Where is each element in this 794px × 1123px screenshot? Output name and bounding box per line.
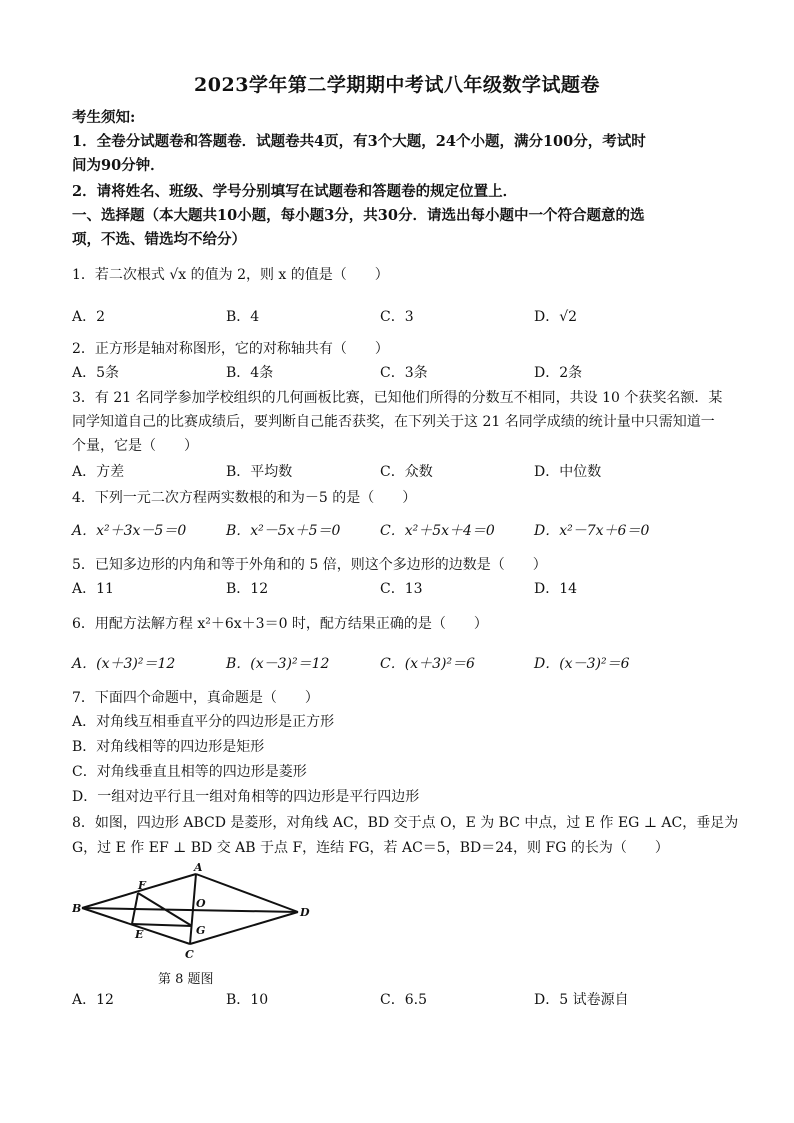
question-1-options (72, 307, 772, 327)
question-7-stem: 7．下面四个命题中，真命题是（ ） (72, 690, 319, 706)
label-c: C (185, 948, 194, 961)
label-b: B (72, 902, 82, 915)
option-a: A．x²＋3x－5＝0 (72, 523, 187, 539)
option-a: A．12 (72, 992, 114, 1008)
option-d: D．(x－3)²＝6 (534, 656, 630, 672)
label-e: E (135, 928, 144, 941)
question-1-stem: 1．若二次根式 √x 的值为 2，则 x 的值是（ ） (72, 267, 389, 283)
notice-item-1-line-1: 1．全卷分试题卷和答题卷．试题卷共4页，有3个大题，24个小题，满分100分，考试时 (72, 133, 646, 150)
option-d: D．x²－7x＋6＝0 (534, 523, 650, 539)
option-a: A．对角线互相垂直平分的四边形是正方形 (72, 714, 335, 730)
question-3-stem-line-2: 同学知道自己的比赛成绩后，要判断自己能否获奖，在下列关于这 21 名同学成绩的统计量中只需知道一 (72, 414, 715, 430)
label-g: G (196, 924, 206, 937)
notice-item-1-line-2: 间为90分钟． (72, 157, 165, 174)
option-c: C．众数 (380, 464, 433, 480)
label-f: F (138, 879, 146, 892)
section-1-heading-line-2: 项，不选、错选均不给分） (72, 231, 246, 248)
question-5-options (72, 579, 772, 599)
option-b: B．12 (226, 581, 269, 597)
option-b: B．4条 (226, 365, 274, 381)
option-c: C．13 (380, 581, 423, 597)
option-b: B．对角线相等的四边形是矩形 (72, 739, 265, 755)
option-d: D．√2 (534, 309, 578, 325)
option-c: C．3 (380, 309, 414, 325)
option-d: D．一组对边平行且一组对角相等的四边形是平行四边形 (72, 789, 420, 805)
option-a: A．(x＋3)²＝12 (72, 656, 176, 672)
option-b: B．4 (226, 309, 260, 325)
option-c: C．对角线垂直且相等的四边形是菱形 (72, 764, 307, 780)
question-2-stem: 2．正方形是轴对称图形，它的对称轴共有（ ） (72, 341, 389, 357)
option-c: C．(x＋3)²＝6 (380, 656, 475, 672)
option-c: C．x²＋5x＋4＝0 (380, 523, 495, 539)
option-d: D．5 试卷源自 (534, 992, 629, 1008)
question-6-stem: 6．用配方法解方程 x²＋6x＋3＝0 时，配方结果正确的是（ ） (72, 616, 488, 632)
option-b: B．平均数 (226, 464, 293, 480)
label-o: O (196, 897, 206, 910)
option-c: C．3条 (380, 365, 428, 381)
question-8-options (72, 990, 772, 1010)
section-1-heading-line-1: 一、选择题（本大题共10小题，每小题3分，共30分．请选出每小题中一个符合题意的选 (72, 207, 645, 224)
question-3-options (72, 462, 772, 482)
figure-caption: 第 8 题图 (158, 972, 214, 987)
option-a: A．5条 (72, 365, 120, 381)
question-4-stem: 4．下列一元二次方程两实数根的和为－5 的是（ ） (72, 490, 417, 506)
edge-dc (190, 912, 298, 944)
option-b: B．x²－5x＋5＝0 (226, 523, 341, 539)
question-8-stem-line-2: G，过 E 作 EF ⊥ BD 交 AB 于点 F，连结 FG，若 AC＝5，BD＝24，则 FG 的长为（ ） (72, 840, 669, 856)
segment-eg (132, 924, 192, 926)
question-3-stem-line-3: 个量，它是（ ） (72, 438, 198, 454)
option-d: D．14 (534, 581, 578, 597)
option-a: A．11 (72, 581, 114, 597)
page-title: 2023学年第二学期期中考试八年级数学试题卷 (194, 74, 600, 96)
notice-item-2: 2．请将姓名、班级、学号分别填写在试题卷和答题卷的规定位置上． (72, 183, 518, 200)
option-a: A．方差 (72, 464, 125, 480)
option-b: B．10 (226, 992, 269, 1008)
label-d: D (300, 906, 310, 919)
option-c: C．6.5 (380, 992, 427, 1008)
option-a: A．2 (72, 309, 106, 325)
question-4-options (72, 521, 772, 541)
question-3-stem-line-1: 3．有 21 名同学参加学校组织的几何画板比赛，已知他们所得的分数互不相同，共设 10 个获奖名额．某 (72, 390, 723, 406)
question-2-options (72, 363, 772, 383)
label-a: A (194, 862, 203, 874)
question-6-options (72, 654, 772, 674)
notice-heading: 考生须知: (72, 109, 136, 126)
question-5-stem: 5．已知多边形的内角和等于外角和的 5 倍，则这个多边形的边数是（ ） (72, 557, 547, 573)
option-b: B．(x－3)²＝12 (226, 656, 330, 672)
question-8-stem-line-1: 8．如图，四边形 ABCD 是菱形，对角线 AC，BD 交于点 O，E 为 BC 中点，过 E 作 EG ⊥ AC，垂足为 (72, 815, 739, 831)
rhombus-figure (72, 862, 312, 982)
edge-ad (196, 874, 298, 912)
diagonal-bd (82, 908, 298, 912)
option-d: D．2条 (534, 365, 583, 381)
option-d: D．中位数 (534, 464, 602, 480)
